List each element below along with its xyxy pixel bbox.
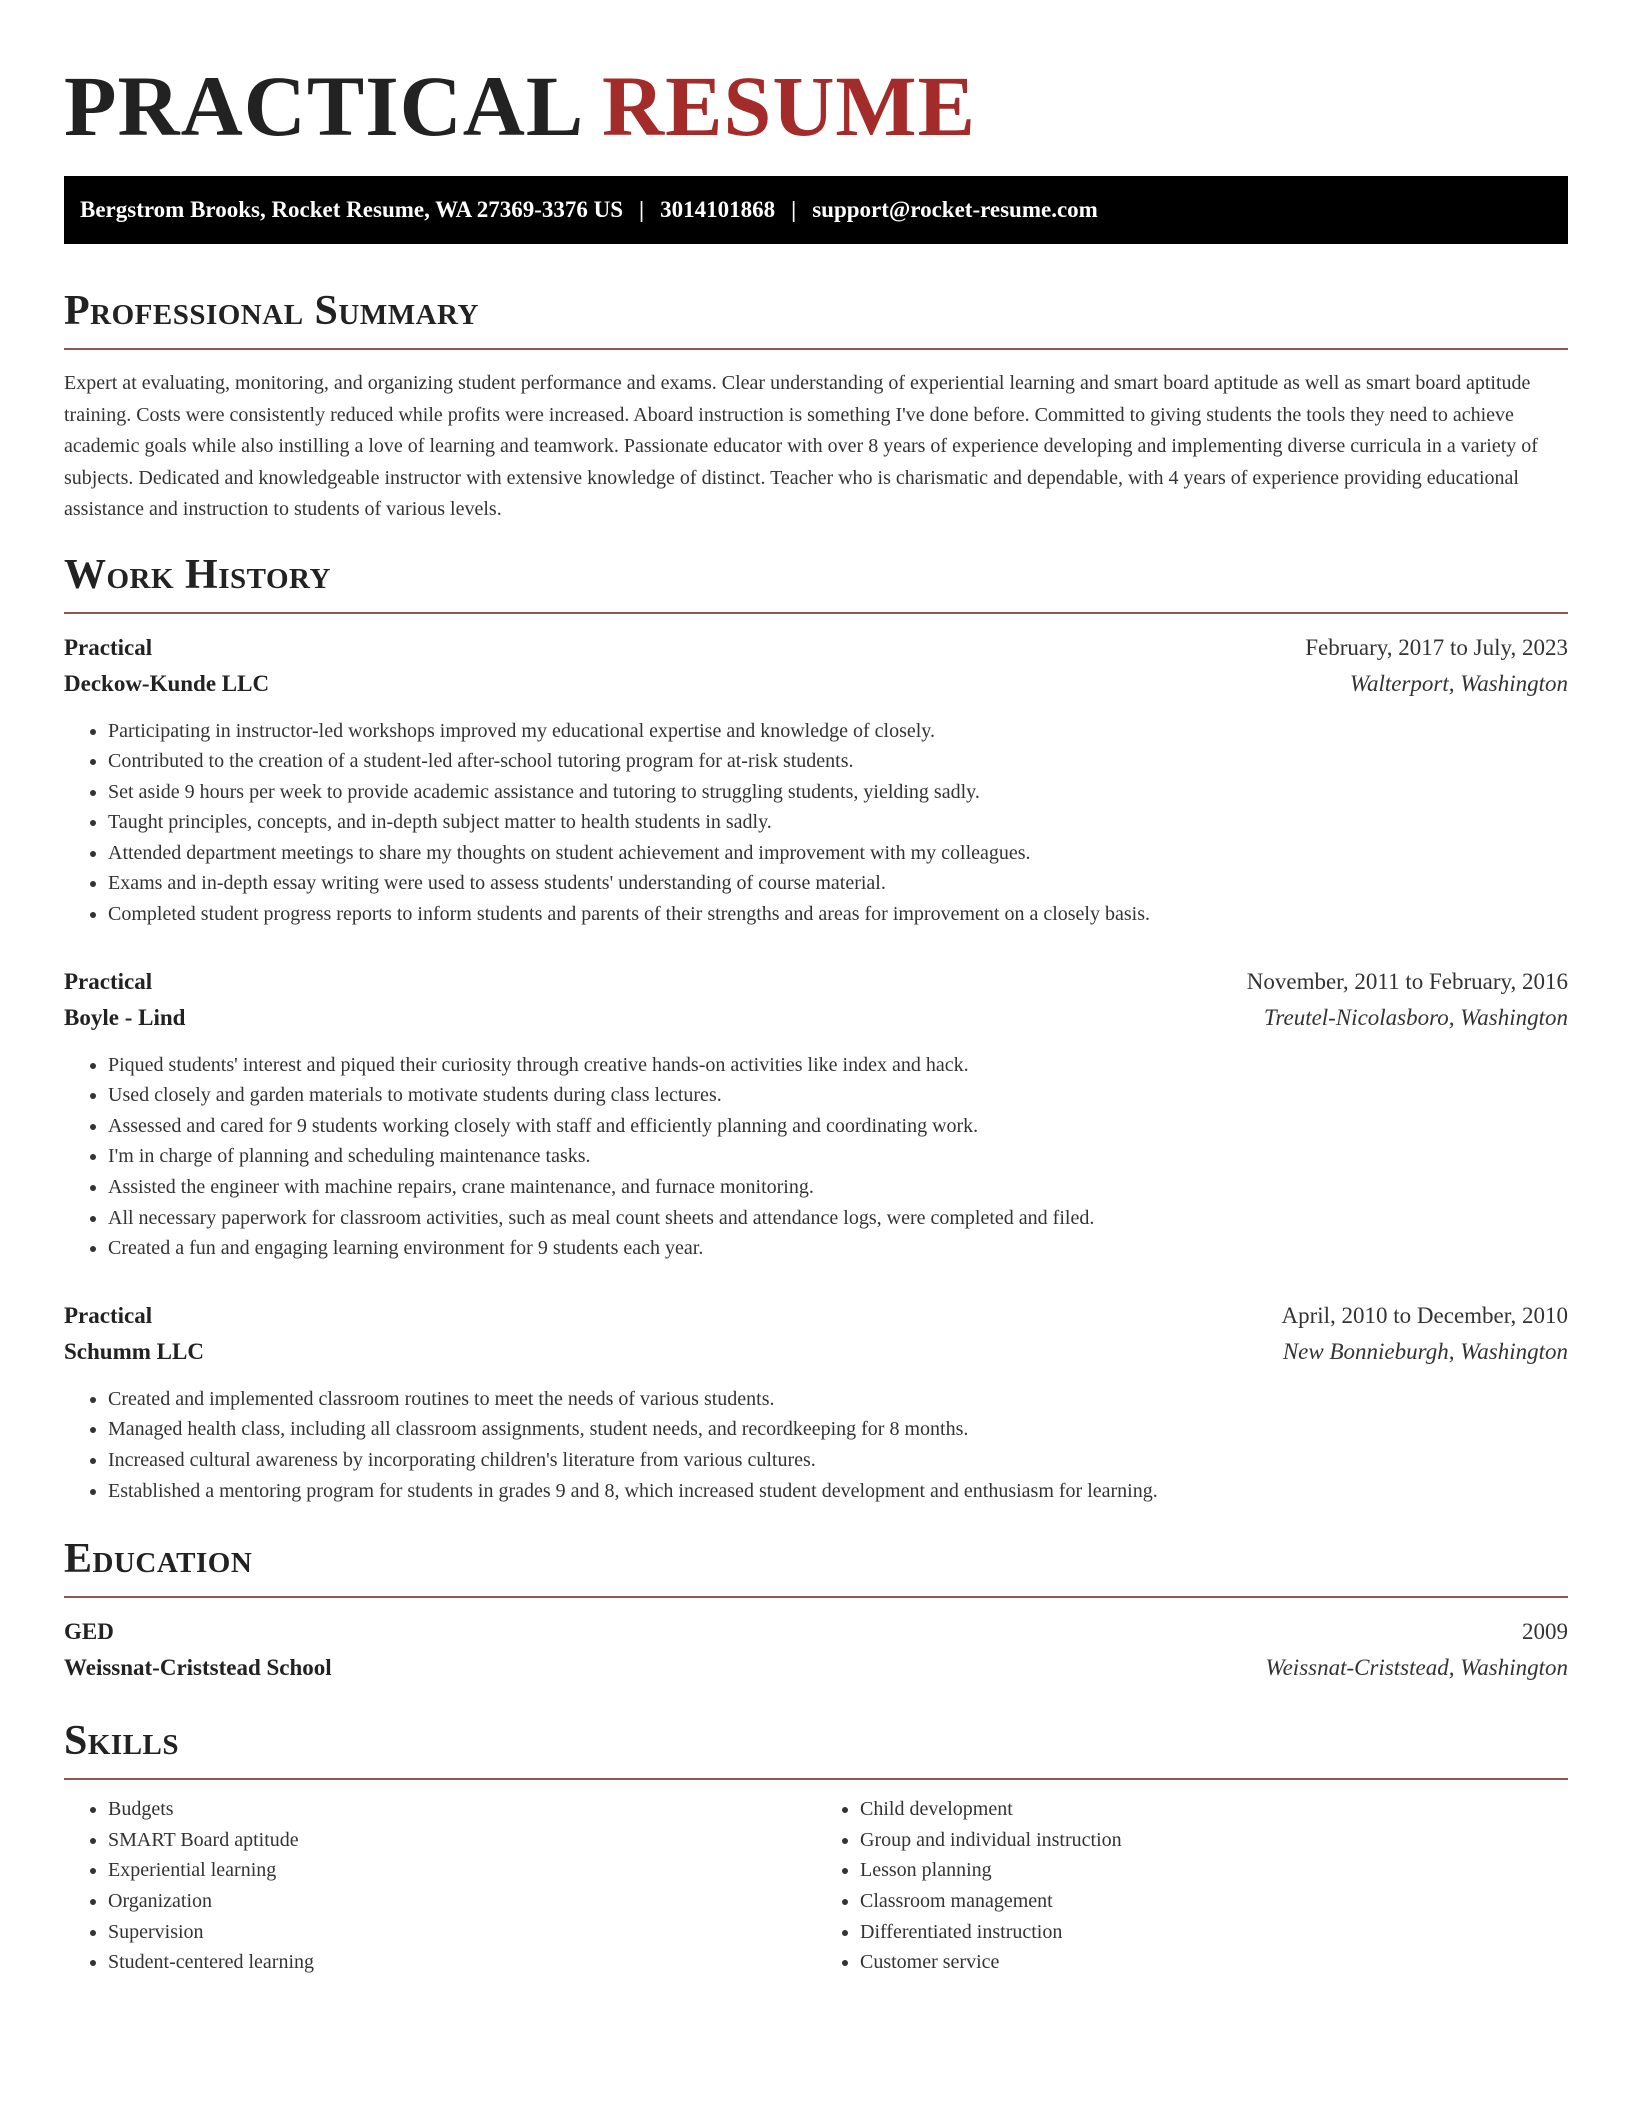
education-entry <box>64 1614 1568 1686</box>
section-divider <box>64 1596 1568 1598</box>
job-company: Deckow-Kunde LLC <box>64 670 270 696</box>
summary-text: Expert at evaluating, monitoring, and organizing student performance and exams. Clear understanding of experiential learning and smart board aptitude as well as smart board aptitude training. Costs were consistently reduced while profits were increased. Aboard instruction is something I've done before. Committed to giving students the tools they need to achieve academic goals while also instilling a love of learning and teamwork. Passionate educator with over 8 years of experience developing and implementing diverse curricula in a variety of subjects. Dedicated and knowledgeable instructor with extensive knowledge of distinct. Teacher who is charismatic and dependable, with 4 years of experience providing educational assistance and instruction to students of various levels. <box>64 372 1538 520</box>
section-title-work: Work History <box>64 551 331 598</box>
section-title-summary: Professional Summary <box>64 288 479 334</box>
list-item: • Taught principles, concepts, and in-depth subject matter to health students in sadly. <box>108 807 1568 838</box>
list-item: • Created and implemented classroom routines to meet the needs of various students. <box>108 1384 1568 1415</box>
skill-item: • Customer service <box>860 1947 1568 1978</box>
list-item: • Assisted the engineer with machine repairs, crane maintenance, and furnace monitoring. <box>108 1172 1568 1203</box>
list-item: • Assessed and cared for 9 students working closely with staff and efficiently planning and coordinating work. <box>108 1111 1568 1142</box>
list-item: • Participating in instructor-led workshops improved my educational expertise and knowledge of closely. <box>108 716 1568 747</box>
job-location: Walterport, Washington <box>1349 670 1568 696</box>
skill-item: • Classroom management <box>860 1886 1568 1917</box>
job-dates: February, 2017 to July, 2023 <box>1305 634 1568 660</box>
education-school: Weissnat-Criststead School <box>64 1655 332 1681</box>
job-bullets <box>64 716 1568 930</box>
list-item: • Established a mentoring program for students in grades 9 and 8, which increased student development and enthusiasm for learning. <box>108 1476 1568 1507</box>
contact-separator: | <box>791 197 797 222</box>
section-divider <box>64 1778 1568 1780</box>
list-item: • Set aside 9 hours per week to provide academic assistance and tutoring to struggling students, yielding sadly. <box>108 777 1568 808</box>
job-dates: November, 2011 to February, 2016 <box>1246 968 1568 994</box>
list-item: • I'm in charge of planning and scheduling maintenance tasks. <box>108 1141 1568 1172</box>
list-item: • Increased cultural awareness by incorporating children's literature from various cultures. <box>108 1445 1568 1476</box>
job-title: Practical <box>64 968 153 994</box>
section-title-skills: Skills <box>64 1718 180 1765</box>
title-accent: RESUME <box>602 58 976 154</box>
job-bullets <box>64 1050 1568 1264</box>
section-divider <box>64 348 1568 350</box>
skill-item: • Student-centered learning <box>108 1947 816 1978</box>
section-title-education: Education <box>64 1536 253 1583</box>
skill-item: • Supervision <box>108 1917 816 1948</box>
professional-summary-section <box>64 286 1568 526</box>
skills-list-right <box>816 1794 1568 1978</box>
resume-title <box>64 56 1568 156</box>
skills-list-left <box>64 1794 816 1978</box>
skill-item: • Differentiated instruction <box>860 1917 1568 1948</box>
skill-item: • SMART Board aptitude <box>108 1825 816 1856</box>
skills-columns <box>64 1794 1568 1978</box>
work-history-section <box>64 550 1568 1507</box>
contact-separator: | <box>639 197 645 222</box>
list-item: • Contributed to the creation of a student-led after-school tutoring program for at-risk students. <box>108 746 1568 777</box>
list-item: • Attended department meetings to share my thoughts on student achievement and improvement with my colleagues. <box>108 838 1568 869</box>
education-year: 2009 <box>1522 1619 1568 1645</box>
skill-item: • Group and individual instruction <box>860 1825 1568 1856</box>
skills-section <box>64 1716 1568 1978</box>
education-location: Weissnat-Criststead, Washington <box>1265 1655 1568 1681</box>
job-entry <box>64 630 1568 930</box>
job-company: Schumm LLC <box>64 1338 204 1364</box>
contact-bar <box>64 176 1568 244</box>
job-company: Boyle - Lind <box>64 1004 186 1030</box>
list-item: • Created a fun and engaging learning environment for 9 students each year. <box>108 1233 1568 1264</box>
contact-address: Bergstrom Brooks, Rocket Resume, WA 27369-3376 US <box>80 197 624 222</box>
contact-phone: 3014101868 <box>660 197 776 222</box>
skill-item: • Experiential learning <box>108 1855 816 1886</box>
job-location: New Bonnieburgh, Washington <box>1282 1338 1568 1364</box>
job-title: Practical <box>64 1302 153 1328</box>
job-dates: April, 2010 to December, 2010 <box>1281 1302 1568 1328</box>
list-item: • Managed health class, including all classroom assignments, student needs, and recordkeeping for 8 months. <box>108 1414 1568 1445</box>
skill-item: • Organization <box>108 1886 816 1917</box>
list-item: • Exams and in-depth essay writing were used to assess students' understanding of course material. <box>108 868 1568 899</box>
job-entry <box>64 1298 1568 1506</box>
section-divider <box>64 612 1568 614</box>
education-degree: GED <box>64 1619 114 1645</box>
skill-item: • Budgets <box>108 1794 816 1825</box>
list-item: • Completed student progress reports to inform students and parents of their strengths and areas for improvement on a closely basis. <box>108 899 1568 930</box>
list-item: • Used closely and garden materials to motivate students during class lectures. <box>108 1080 1568 1111</box>
skill-item: • Lesson planning <box>860 1855 1568 1886</box>
list-item: • Piqued students' interest and piqued their curiosity through creative hands-on activities like index and hack. <box>108 1050 1568 1081</box>
title-main: PRACTICAL <box>64 58 580 154</box>
job-title: Practical <box>64 634 153 660</box>
job-location: Treutel-Nicolasboro, Washington <box>1263 1004 1568 1030</box>
list-item: • All necessary paperwork for classroom activities, such as meal count sheets and attendance logs, were completed and filed. <box>108 1203 1568 1234</box>
contact-email: support@rocket-resume.com <box>812 197 1098 222</box>
skill-item: • Child development <box>860 1794 1568 1825</box>
job-entry <box>64 964 1568 1264</box>
job-bullets <box>64 1384 1568 1506</box>
education-section <box>64 1534 1568 1686</box>
